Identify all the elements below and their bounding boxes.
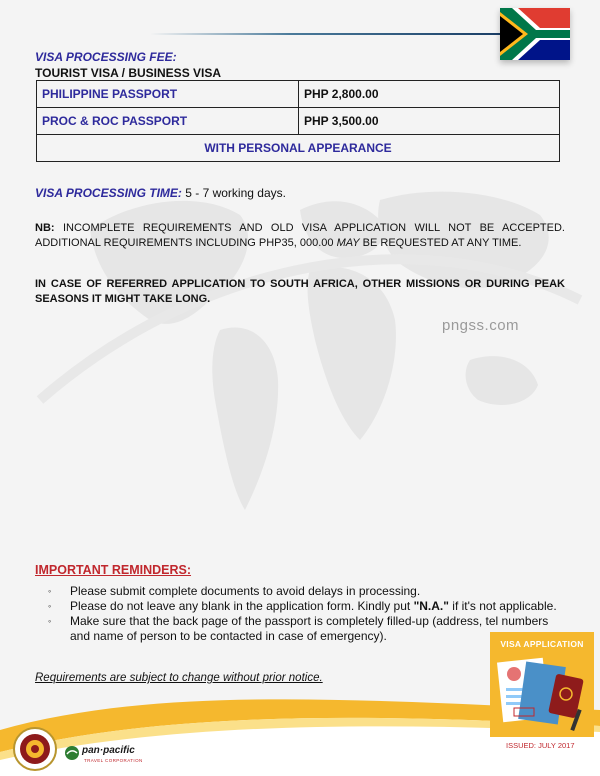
reminder-text: Make sure that the back page of the passport is completely filled-up (address, tel numbers and name of person to be contacted in case of emergency).	[70, 614, 549, 643]
reminder-text: if it's not applicable.	[452, 599, 557, 613]
company-subtitle: TRAVEL CORPORATION	[84, 758, 143, 763]
bullet-icon: ◦	[48, 601, 52, 611]
nb-text-part-1: INCOMPLETE REQUIREMENTS AND OLD VISA APPLICATION WILL NOT BE ACCEPTED. ADDITIONAL REQUIREMENTS INCLUDING PHP35, 000.00	[35, 222, 565, 249]
issued-date: ISSUED: JULY 2017	[506, 741, 575, 750]
fee-value-cell: PHP 3,500.00	[299, 108, 560, 135]
list-item	[35, 584, 570, 599]
watermark-text: pngss.com	[442, 317, 520, 334]
nb-text-italic: MAY	[336, 237, 360, 249]
reminder-text: Please do not leave any blank in the application form. Kindly put	[70, 599, 411, 613]
nb-prefix: NB:	[35, 222, 55, 234]
nb-notice	[35, 221, 565, 251]
fee-section-title: VISA PROCESSING FEE:	[35, 50, 177, 64]
visa-documents-icon	[494, 654, 590, 734]
seal-logo-icon	[12, 726, 58, 772]
fee-value-cell: PHP 2,800.00	[299, 81, 560, 108]
bullet-icon: ◦	[48, 586, 52, 596]
reminders-title: IMPORTANT REMINDERS:	[35, 563, 192, 577]
table-row	[37, 135, 560, 162]
table-row	[37, 81, 560, 108]
bullet-icon: ◦	[48, 616, 52, 626]
fee-label-cell: PHILIPPINE PASSPORT	[37, 81, 299, 108]
reminder-emphasis: "N.A."	[413, 599, 449, 613]
visa-card-title: VISA APPLICATION	[500, 639, 584, 649]
disclaimer-text: Requirements are subject to change without prior notice.	[35, 672, 323, 684]
fee-label-cell: PROC & ROC PASSPORT	[37, 108, 299, 135]
processing-time	[35, 186, 286, 200]
header-rule	[150, 33, 500, 35]
referred-application-note: IN CASE OF REFERRED APPLICATION TO SOUTH AFRICA, OTHER MISSIONS OR DURING PEAK SEASONS IT MIGHT TAKE LONG.	[35, 278, 565, 305]
table-row	[37, 108, 560, 135]
processing-time-value: 5 - 7 working days.	[185, 186, 286, 200]
personal-appearance-note: WITH PERSONAL APPEARANCE	[37, 135, 560, 162]
south-africa-flag-icon	[500, 8, 570, 60]
pan-pacific-logo-icon	[64, 745, 80, 761]
reminder-text: Please submit complete documents to avoid delays in processing.	[70, 584, 421, 598]
fee-section-subtitle: TOURIST VISA / BUSINESS VISA	[35, 66, 222, 80]
visa-application-card	[490, 632, 594, 737]
fee-table	[36, 80, 560, 162]
nb-text-part-2: BE REQUESTED AT ANY TIME.	[362, 237, 522, 249]
company-name: pan·pacific	[82, 745, 135, 756]
list-item	[35, 599, 570, 614]
processing-time-label: VISA PROCESSING TIME:	[35, 186, 182, 200]
